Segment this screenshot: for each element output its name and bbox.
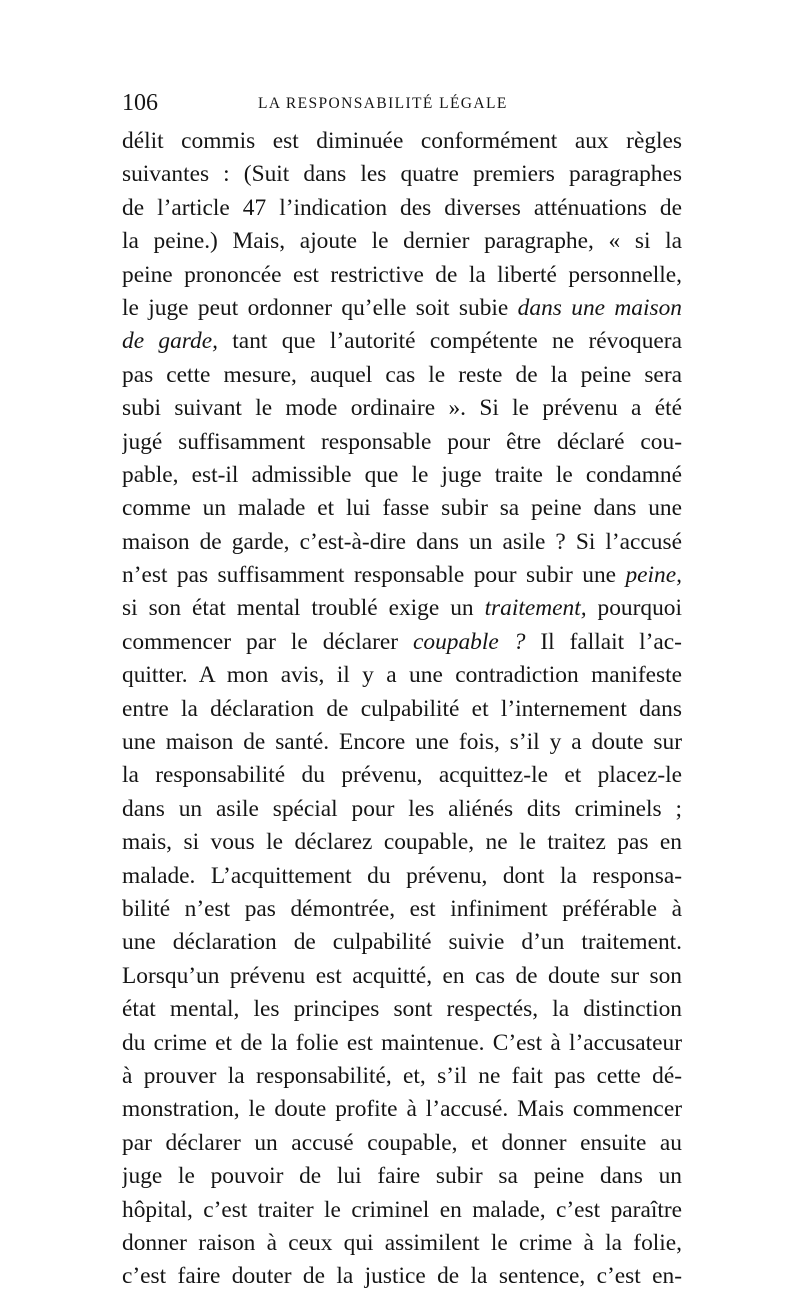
text-line (122, 993, 682, 1026)
text-segment: juge le pouvoir de lui faire subir sa peine dans un (122, 1163, 682, 1190)
text-line (122, 526, 682, 559)
text-line (122, 826, 682, 859)
text-segment: peine prononcée est restrictive de la liberté personnelle, (122, 261, 682, 288)
text-segment: la responsabilité du prévenu, acquittez-le et placez-le (122, 762, 682, 789)
text-segment: donner raison à ceux qui assimilent le crime à la folie, (122, 1229, 682, 1256)
text-segment: suivantes : (Suit dans les quatre premiers paragraphes (122, 161, 682, 188)
text-segment: quitter. A mon avis, il y a une contradiction manifeste (122, 662, 682, 689)
text-line (122, 225, 682, 258)
text-segment: de l’article 47 l’indication des diverses atténuations de (122, 194, 682, 221)
text-line (122, 759, 682, 792)
text-segment: tant que l’autorité compétente ne révoquera (217, 328, 682, 355)
text-line (122, 860, 682, 893)
text-segment: si son état mental troublé exige un (122, 595, 485, 622)
text-segment: Il fallait l’ac- (525, 628, 682, 655)
italic-text-segment: peine, (625, 562, 682, 589)
text-segment: bilité n’est pas démontrée, est infiniment préférable à (122, 895, 682, 922)
text-line (122, 626, 682, 659)
text-segment: une déclaration de culpabilité suivie d’un traitement. (122, 929, 682, 956)
text-line (122, 1093, 682, 1126)
running-head (118, 88, 680, 118)
text-line (122, 726, 682, 759)
text-line (122, 292, 682, 325)
text-line (122, 1194, 682, 1227)
text-line (122, 693, 682, 726)
text-segment: entre la déclaration de culpabilité et l’internement dans (122, 695, 682, 722)
text-segment: par déclarer un accusé coupable, et donner ensuite au (122, 1129, 682, 1156)
text-segment: monstration, le doute profite à l’accusé. Mais commencer (122, 1096, 682, 1123)
running-title: LA RESPONSABILITÉ LÉGALE (258, 95, 508, 112)
text-line (122, 1227, 682, 1260)
text-line (122, 1027, 682, 1060)
text-line (122, 359, 682, 392)
text-line (122, 125, 682, 158)
text-segment: comme un malade et lui fasse subir sa peine dans une (122, 495, 682, 522)
text-segment: le juge peut ordonner qu’elle soit subie (122, 294, 518, 321)
text-line (122, 426, 682, 459)
italic-text-segment: dans une maison (517, 294, 682, 321)
text-segment: mais, si vous le déclarez coupable, ne le traitez pas en (122, 829, 682, 856)
text-line (122, 158, 682, 191)
text-segment: pourquoi (586, 595, 682, 622)
text-segment: pas cette mesure, auquel cas le reste de la peine sera (122, 361, 682, 388)
text-segment: du crime et de la folie est maintenue. C’est à l’accusateur (122, 1029, 682, 1056)
text-line (122, 960, 682, 993)
text-line (122, 392, 682, 425)
text-line (122, 259, 682, 292)
text-segment: état mental, les principes sont respectés, la distinction (122, 996, 682, 1023)
text-segment: malade. L’acquittement du prévenu, dont la responsa- (122, 862, 682, 889)
text-segment: la peine.) Mais, ajoute le dernier paragraphe, « si la (122, 228, 682, 255)
text-segment: n’est pas suffisamment responsable pour subir une (122, 562, 626, 589)
text-line (122, 492, 682, 525)
text-segment: hôpital, c’est traiter le criminel en malade, c’est paraître (122, 1196, 682, 1223)
text-line (122, 926, 682, 959)
text-segment: subi suivant le mode ordinaire ». Si le prévenu a été (122, 395, 682, 422)
text-line (122, 325, 682, 358)
italic-text-segment: de garde, (122, 328, 218, 355)
text-line (122, 459, 682, 492)
text-line (122, 1060, 682, 1093)
text-segment: délit commis est diminuée conformément aux règles (122, 128, 682, 154)
text-line (122, 559, 682, 592)
text-line (122, 1160, 682, 1193)
text-line (122, 1260, 682, 1293)
text-segment: Lorsqu’un prévenu est acquitté, en cas de doute sur son (122, 962, 682, 989)
italic-text-segment: coupable ? (413, 628, 526, 655)
text-segment: c’est faire douter de la justice de la sentence, c’est en- (122, 1263, 682, 1290)
text-line (122, 192, 682, 225)
text-segment: pable, est-il admissible que le juge traite le condamné (122, 461, 682, 488)
text-segment: une maison de santé. Encore une fois, s’il y a doute sur (122, 729, 682, 756)
text-line (122, 893, 682, 926)
text-line (122, 659, 682, 692)
text-segment: à prouver la responsabilité, et, s’il ne fait pas cette dé- (122, 1062, 682, 1089)
text-line (122, 1127, 682, 1160)
text-line (122, 592, 682, 625)
page-number: 106 (122, 90, 158, 116)
text-segment: commencer par le déclarer (122, 628, 413, 655)
text-segment: jugé suffisamment responsable pour être déclaré cou- (122, 428, 682, 455)
text-segment: dans un asile spécial pour les aliénés dits criminels ; (122, 795, 682, 822)
text-line (122, 793, 682, 826)
text-segment: maison de garde, c’est-à-dire dans un asile ? Si l’accusé (122, 528, 682, 555)
body-text (122, 125, 682, 1294)
italic-text-segment: traitement, (484, 595, 587, 622)
